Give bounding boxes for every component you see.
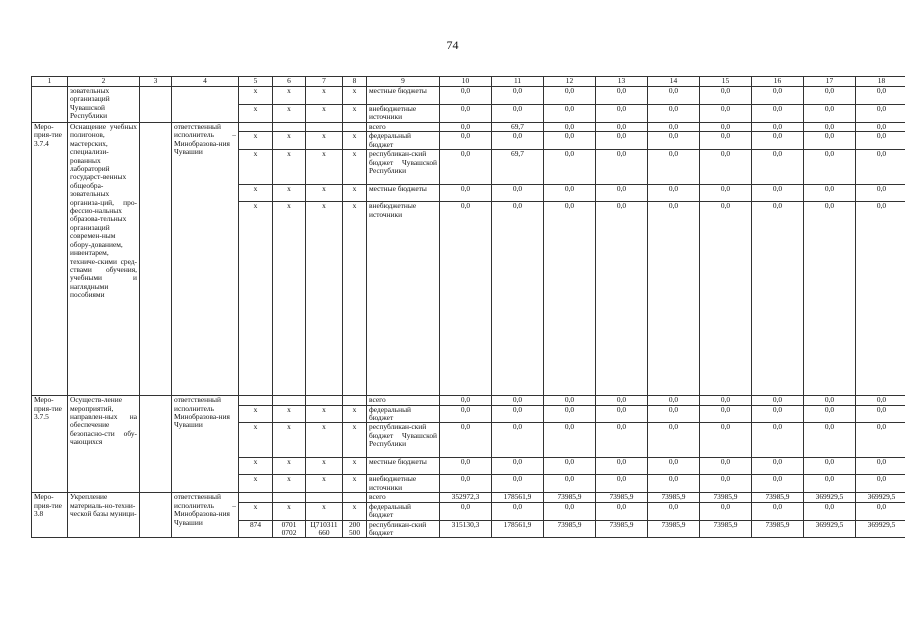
value-cell: 0,0 xyxy=(804,458,856,475)
header-cell: 1 xyxy=(32,77,68,87)
table-row xyxy=(32,396,905,405)
code-cell: Ц710311 660 xyxy=(306,520,343,538)
value-cell: 369929,5 xyxy=(856,520,905,538)
table-row xyxy=(32,123,905,132)
value-cell: 0,0 xyxy=(856,150,905,185)
source-cell: всего xyxy=(367,396,440,405)
code-cell: х xyxy=(273,150,306,185)
source-cell: федеральный бюджет xyxy=(367,405,440,423)
empty-cell xyxy=(140,87,172,123)
value-cell: 0,0 xyxy=(752,423,804,458)
value-cell: 0,0 xyxy=(492,87,544,105)
code-cell: х xyxy=(343,502,367,520)
value-cell: 0,0 xyxy=(752,185,804,202)
value-cell: 0,0 xyxy=(440,105,492,123)
empty-cell xyxy=(140,123,172,396)
code-cell xyxy=(239,123,273,132)
code-cell: х xyxy=(273,423,306,458)
code-cell: х xyxy=(306,105,343,123)
code-cell xyxy=(343,396,367,405)
value-cell: 0,0 xyxy=(752,458,804,475)
code-cell: х xyxy=(343,202,367,396)
value-cell: 0,0 xyxy=(544,132,596,150)
value-cell: 0,0 xyxy=(648,202,700,396)
table-row xyxy=(32,493,905,502)
value-cell: 0,0 xyxy=(804,105,856,123)
value-cell: 0,0 xyxy=(596,423,648,458)
responsible-cell: ответственный исполнитель – Минобразова-ния Чувашии xyxy=(172,493,239,538)
code-cell: х xyxy=(306,458,343,475)
event-id-cell xyxy=(32,87,68,123)
value-cell: 0,0 xyxy=(804,475,856,493)
code-cell: х xyxy=(273,502,306,520)
value-cell: 0,0 xyxy=(700,202,752,396)
code-cell: х xyxy=(306,502,343,520)
header-row xyxy=(32,77,905,87)
value-cell: 0,0 xyxy=(544,396,596,405)
value-cell: 0,0 xyxy=(804,87,856,105)
header-cell: 9 xyxy=(367,77,440,87)
code-cell: 874 xyxy=(239,520,273,538)
value-cell: 73985,9 xyxy=(700,493,752,502)
value-cell: 0,0 xyxy=(440,150,492,185)
value-cell: 0,0 xyxy=(544,502,596,520)
value-cell: 0,0 xyxy=(492,396,544,405)
code-cell: х xyxy=(306,202,343,396)
value-cell: 0,0 xyxy=(544,105,596,123)
header-cell: 5 xyxy=(239,77,273,87)
value-cell: 0,0 xyxy=(596,150,648,185)
code-cell: х xyxy=(306,132,343,150)
value-cell: 0,0 xyxy=(596,202,648,396)
code-cell: х xyxy=(306,185,343,202)
source-cell: федеральный бюджет xyxy=(367,502,440,520)
value-cell: 0,0 xyxy=(856,105,905,123)
value-cell: 0,0 xyxy=(700,423,752,458)
page-number: 74 xyxy=(446,38,459,52)
value-cell: 0,0 xyxy=(648,396,700,405)
code-cell xyxy=(239,396,273,405)
value-cell: 0,0 xyxy=(440,396,492,405)
source-cell: внебюджетные источники xyxy=(367,202,440,396)
value-cell: 0,0 xyxy=(544,475,596,493)
value-cell: 0,0 xyxy=(804,150,856,185)
code-cell: х xyxy=(343,132,367,150)
value-cell: 73985,9 xyxy=(596,493,648,502)
value-cell: 0,0 xyxy=(752,405,804,423)
value-cell: 0,0 xyxy=(596,105,648,123)
code-cell: х xyxy=(239,150,273,185)
code-cell: х xyxy=(273,405,306,423)
value-cell: 0,0 xyxy=(804,202,856,396)
source-cell: республикан-ский бюджет xyxy=(367,520,440,538)
value-cell: 0,0 xyxy=(856,396,905,405)
value-cell: 0,0 xyxy=(752,202,804,396)
header-cell: 3 xyxy=(140,77,172,87)
value-cell: 0,0 xyxy=(856,423,905,458)
code-cell xyxy=(273,396,306,405)
code-cell xyxy=(343,493,367,502)
source-cell: местные бюджеты xyxy=(367,458,440,475)
value-cell: 0,0 xyxy=(440,458,492,475)
value-cell: 0,0 xyxy=(440,502,492,520)
code-cell: х xyxy=(273,105,306,123)
value-cell: 0,0 xyxy=(440,405,492,423)
value-cell: 69,7 xyxy=(492,123,544,132)
value-cell: 0,0 xyxy=(596,475,648,493)
value-cell: 178561,9 xyxy=(492,520,544,538)
code-cell xyxy=(306,493,343,502)
value-cell: 0,0 xyxy=(440,87,492,105)
empty-cell xyxy=(140,493,172,538)
value-cell: 0,0 xyxy=(544,458,596,475)
value-cell: 0,0 xyxy=(856,202,905,396)
value-cell: 0,0 xyxy=(544,202,596,396)
value-cell: 0,0 xyxy=(752,396,804,405)
value-cell: 352972,3 xyxy=(440,493,492,502)
code-cell: х xyxy=(343,185,367,202)
value-cell: 0,0 xyxy=(700,150,752,185)
value-cell: 0,0 xyxy=(596,132,648,150)
value-cell: 0,0 xyxy=(700,123,752,132)
value-cell: 0,0 xyxy=(856,185,905,202)
value-cell: 0,0 xyxy=(752,123,804,132)
value-cell: 73985,9 xyxy=(700,520,752,538)
code-cell: х xyxy=(239,87,273,105)
value-cell: 73985,9 xyxy=(752,520,804,538)
value-cell: 73985,9 xyxy=(648,520,700,538)
code-cell: х xyxy=(306,150,343,185)
value-cell: 73985,9 xyxy=(648,493,700,502)
value-cell: 0,0 xyxy=(752,150,804,185)
value-cell: 0,0 xyxy=(492,202,544,396)
source-cell: внебюджетные источники xyxy=(367,105,440,123)
event-id-cell: Меро-прия-тие 3.7.5 xyxy=(32,396,68,493)
code-cell: х xyxy=(273,458,306,475)
code-cell xyxy=(306,396,343,405)
value-cell: 73985,9 xyxy=(596,520,648,538)
code-cell: х xyxy=(239,502,273,520)
value-cell: 0,0 xyxy=(856,475,905,493)
value-cell: 0,0 xyxy=(596,396,648,405)
value-cell: 0,0 xyxy=(648,185,700,202)
code-cell: х xyxy=(343,458,367,475)
value-cell: 0,0 xyxy=(544,405,596,423)
value-cell: 0,0 xyxy=(440,423,492,458)
value-cell: 0,0 xyxy=(440,123,492,132)
value-cell: 73985,9 xyxy=(752,493,804,502)
value-cell: 0,0 xyxy=(440,202,492,396)
code-cell: х xyxy=(343,87,367,105)
source-cell: всего xyxy=(367,493,440,502)
event-id-cell: Меро-прия-тие 3.7.4 xyxy=(32,123,68,396)
value-cell: 369929,5 xyxy=(804,493,856,502)
header-cell: 11 xyxy=(492,77,544,87)
event-name-cell: Укрепление материаль-но-техни-ческой базы муници- xyxy=(68,493,140,538)
code-cell: х xyxy=(273,87,306,105)
header-cell: 7 xyxy=(306,77,343,87)
value-cell: 369929,5 xyxy=(804,520,856,538)
header-cell: 4 xyxy=(172,77,239,87)
table-row xyxy=(32,87,905,105)
code-cell: 200 500 xyxy=(343,520,367,538)
value-cell: 69,7 xyxy=(492,150,544,185)
source-cell: внебюджетные источники xyxy=(367,475,440,493)
value-cell: 0,0 xyxy=(648,132,700,150)
header-cell: 14 xyxy=(648,77,700,87)
value-cell: 0,0 xyxy=(596,405,648,423)
source-cell: республикан-ский бюджет Чувашской Республики xyxy=(367,423,440,458)
value-cell: 0,0 xyxy=(804,123,856,132)
source-cell: местные бюджеты xyxy=(367,185,440,202)
code-cell: х xyxy=(306,87,343,105)
value-cell: 0,0 xyxy=(492,423,544,458)
code-cell: х xyxy=(273,185,306,202)
value-cell: 0,0 xyxy=(544,185,596,202)
code-cell: х xyxy=(239,423,273,458)
value-cell: 0,0 xyxy=(648,87,700,105)
header-cell: 17 xyxy=(804,77,856,87)
code-cell: х xyxy=(343,423,367,458)
source-cell: местные бюджеты xyxy=(367,87,440,105)
value-cell: 0,0 xyxy=(752,87,804,105)
header-cell: 8 xyxy=(343,77,367,87)
value-cell: 0,0 xyxy=(492,185,544,202)
value-cell: 0,0 xyxy=(648,150,700,185)
value-cell: 0,0 xyxy=(700,105,752,123)
value-cell: 0,0 xyxy=(440,132,492,150)
responsible-cell: ответственный исполнитель Минобразова-ния Чувашии xyxy=(172,396,239,493)
event-name-cell: Оснащение учебных полигонов, мастерских, специализи-рованных лабораторий государст-венных общеобра-зовательных организа-ций, про-фессио-нальных образова-тельных организаций современ-ным обору-дованием, инвентарем, техниче-скими сред-ствами обучения, учебными и наглядными пособиями xyxy=(68,123,140,396)
value-cell: 0,0 xyxy=(648,475,700,493)
value-cell: 0,0 xyxy=(544,150,596,185)
code-cell: х xyxy=(239,475,273,493)
value-cell: 0,0 xyxy=(856,123,905,132)
value-cell: 0,0 xyxy=(440,185,492,202)
value-cell: 0,0 xyxy=(492,105,544,123)
empty-cell xyxy=(140,396,172,493)
value-cell: 0,0 xyxy=(492,405,544,423)
code-cell: х xyxy=(343,150,367,185)
code-cell xyxy=(273,493,306,502)
value-cell: 0,0 xyxy=(804,405,856,423)
value-cell: 0,0 xyxy=(648,105,700,123)
source-cell: республикан-ский бюджет Чувашской Республики xyxy=(367,150,440,185)
code-cell: х xyxy=(239,185,273,202)
value-cell: 0,0 xyxy=(700,132,752,150)
code-cell: х xyxy=(343,405,367,423)
event-name-cell: зовательных организаций Чувашской Республики xyxy=(68,87,140,123)
value-cell: 0,0 xyxy=(544,123,596,132)
value-cell: 0,0 xyxy=(648,405,700,423)
header-cell: 18 xyxy=(856,77,905,87)
header-cell: 13 xyxy=(596,77,648,87)
value-cell: 0,0 xyxy=(804,423,856,458)
value-cell: 0,0 xyxy=(856,405,905,423)
value-cell: 0,0 xyxy=(648,502,700,520)
event-id-cell: Меро-прия-тие 3.8 xyxy=(32,493,68,538)
value-cell: 0,0 xyxy=(700,502,752,520)
code-cell: х xyxy=(306,423,343,458)
value-cell: 0,0 xyxy=(492,132,544,150)
code-cell: х xyxy=(343,475,367,493)
event-name-cell: Осуществ-ление мероприятий, направлен-ных на обеспечение безопасно-сти обу-чающихся xyxy=(68,396,140,493)
value-cell: 0,0 xyxy=(752,132,804,150)
value-cell: 0,0 xyxy=(648,423,700,458)
value-cell: 0,0 xyxy=(752,105,804,123)
value-cell: 0,0 xyxy=(700,475,752,493)
value-cell: 0,0 xyxy=(492,502,544,520)
code-cell xyxy=(306,123,343,132)
code-cell: х xyxy=(306,405,343,423)
value-cell: 0,0 xyxy=(700,405,752,423)
value-cell: 0,0 xyxy=(700,396,752,405)
value-cell: 0,0 xyxy=(856,502,905,520)
value-cell: 315130,3 xyxy=(440,520,492,538)
value-cell: 0,0 xyxy=(648,123,700,132)
value-cell: 0,0 xyxy=(700,185,752,202)
value-cell: 0,0 xyxy=(804,396,856,405)
code-cell: 0701 0702 xyxy=(273,520,306,538)
code-cell: х xyxy=(239,202,273,396)
value-cell: 0,0 xyxy=(804,185,856,202)
code-cell xyxy=(239,493,273,502)
value-cell: 369929,5 xyxy=(856,493,905,502)
value-cell: 0,0 xyxy=(804,502,856,520)
code-cell: х xyxy=(239,105,273,123)
budget-table xyxy=(31,76,905,538)
value-cell: 0,0 xyxy=(804,132,856,150)
value-cell: 0,0 xyxy=(752,475,804,493)
code-cell: х xyxy=(306,475,343,493)
responsible-cell xyxy=(172,87,239,123)
value-cell: 0,0 xyxy=(492,458,544,475)
value-cell: 0,0 xyxy=(856,87,905,105)
value-cell: 0,0 xyxy=(700,87,752,105)
header-cell: 10 xyxy=(440,77,492,87)
value-cell: 0,0 xyxy=(596,87,648,105)
code-cell: х xyxy=(343,105,367,123)
code-cell xyxy=(273,123,306,132)
value-cell: 0,0 xyxy=(544,87,596,105)
value-cell: 0,0 xyxy=(440,475,492,493)
value-cell: 0,0 xyxy=(492,475,544,493)
value-cell: 178561,9 xyxy=(492,493,544,502)
code-cell: х xyxy=(239,132,273,150)
value-cell: 0,0 xyxy=(856,458,905,475)
responsible-cell: ответственный исполнитель – Минобразова-ния Чувашии xyxy=(172,123,239,396)
header-cell: 15 xyxy=(700,77,752,87)
value-cell: 0,0 xyxy=(596,185,648,202)
value-cell: 0,0 xyxy=(752,502,804,520)
value-cell: 0,0 xyxy=(596,502,648,520)
code-cell: х xyxy=(273,475,306,493)
header-cell: 12 xyxy=(544,77,596,87)
code-cell: х xyxy=(239,405,273,423)
value-cell: 0,0 xyxy=(648,458,700,475)
value-cell: 0,0 xyxy=(596,458,648,475)
header-cell: 6 xyxy=(273,77,306,87)
value-cell: 0,0 xyxy=(856,132,905,150)
value-cell: 0,0 xyxy=(544,423,596,458)
value-cell: 73985,9 xyxy=(544,493,596,502)
code-cell: х xyxy=(239,458,273,475)
source-cell: всего xyxy=(367,123,440,132)
header-cell: 2 xyxy=(68,77,140,87)
code-cell: х xyxy=(273,132,306,150)
value-cell: 0,0 xyxy=(596,123,648,132)
source-cell: федеральный бюджет xyxy=(367,132,440,150)
value-cell: 0,0 xyxy=(700,458,752,475)
header-cell: 16 xyxy=(752,77,804,87)
value-cell: 73985,9 xyxy=(544,520,596,538)
code-cell xyxy=(343,123,367,132)
code-cell: х xyxy=(273,202,306,396)
